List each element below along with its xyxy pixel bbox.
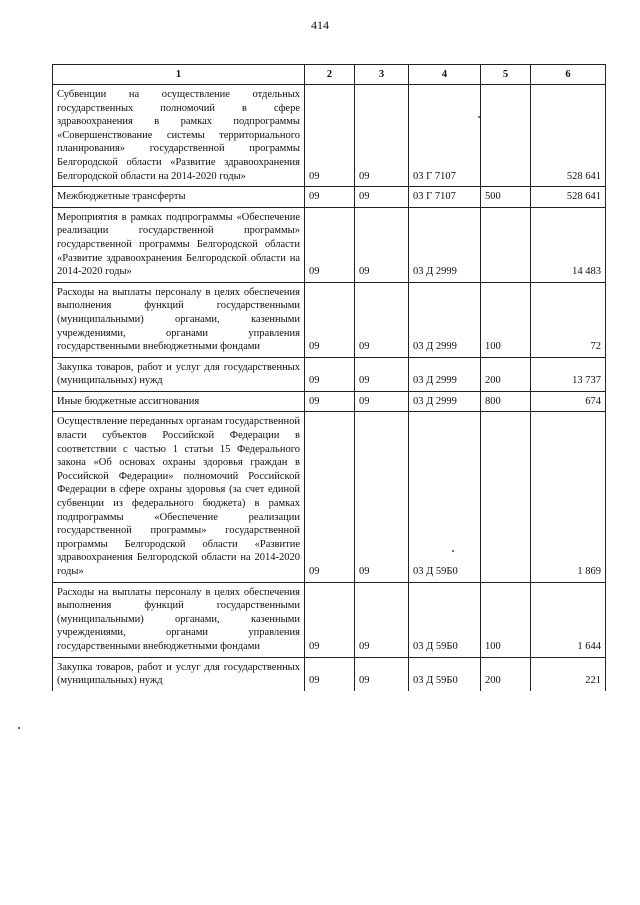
row-section-code: 09 (305, 391, 355, 412)
row-target-article: 03 Д 59Б0 (409, 657, 481, 691)
row-amount: 14 483 (531, 207, 606, 282)
row-expense-type (481, 85, 531, 187)
row-expense-type: 100 (481, 582, 531, 657)
row-amount: 1 869 (531, 412, 606, 582)
row-section-code: 09 (305, 282, 355, 357)
row-section-code: 09 (305, 657, 355, 691)
row-section-code: 09 (305, 187, 355, 208)
row-subsection-code: 09 (355, 187, 409, 208)
row-amount: 72 (531, 282, 606, 357)
row-subsection-code: 09 (355, 582, 409, 657)
row-subsection-code: 09 (355, 207, 409, 282)
scan-speck (452, 550, 454, 552)
header-col-1: 1 (53, 65, 305, 85)
row-target-article: 03 Д 2999 (409, 282, 481, 357)
row-amount: 13 737 (531, 357, 606, 391)
table-row (53, 582, 606, 657)
row-subsection-code: 09 (355, 657, 409, 691)
header-col-2: 2 (305, 65, 355, 85)
row-section-code: 09 (305, 85, 355, 187)
header-row (53, 65, 606, 85)
row-amount: 528 641 (531, 85, 606, 187)
row-amount: 1 644 (531, 582, 606, 657)
row-amount: 221 (531, 657, 606, 691)
table-row (53, 282, 606, 357)
header-col-3: 3 (355, 65, 409, 85)
table-row (53, 207, 606, 282)
row-subsection-code: 09 (355, 282, 409, 357)
row-expense-type: 200 (481, 357, 531, 391)
row-description: Мероприятия в рамках подпрограммы «Обеспечение реализации государственной программы» государственной программы Белгородской области «Развитие здравоохранения Белгородской области на 2014-2020 годы» (53, 207, 305, 282)
table-row (53, 412, 606, 582)
scan-speck (478, 116, 480, 118)
row-expense-type: 800 (481, 391, 531, 412)
row-target-article: 03 Г 7107 (409, 85, 481, 187)
table-row (53, 357, 606, 391)
row-description: Иные бюджетные ассигнования (53, 391, 305, 412)
row-target-article: 03 Д 59Б0 (409, 412, 481, 582)
row-description: Расходы на выплаты персоналу в целях обеспечения выполнения функций государственными (муниципальными) органами, казенными учреждениями, органами управления государственными внебюджетными фондами (53, 582, 305, 657)
row-subsection-code: 09 (355, 357, 409, 391)
row-description: Межбюджетные трансферты (53, 187, 305, 208)
table-row (53, 85, 606, 187)
row-expense-type (481, 412, 531, 582)
table-row (53, 391, 606, 412)
row-description: Осуществление переданных органам государственной власти субъектов Российской Федерации в соответствии с частью 1 статьи 15 Федерального закона «Об основах охраны здоровья граждан в Российской Федерации» полномочий Российской Федерации в сфере охраны здоровья (за счет единой субвенции из федерального бюджета) в рамках подпрограммы «Обеспечение реализации государственной программы» государственной программы Белгородской области «Развитие здравоохранения Белгородской области на 2014-2020 годы» (53, 412, 305, 582)
scan-speck (18, 727, 20, 729)
header-col-4: 4 (409, 65, 481, 85)
table-row (53, 187, 606, 208)
row-description: Закупка товаров, работ и услуг для государственных (муниципальных) нужд (53, 357, 305, 391)
row-amount: 528 641 (531, 187, 606, 208)
row-section-code: 09 (305, 207, 355, 282)
row-target-article: 03 Д 59Б0 (409, 582, 481, 657)
row-subsection-code: 09 (355, 412, 409, 582)
row-section-code: 09 (305, 357, 355, 391)
table-row (53, 657, 606, 691)
row-expense-type: 100 (481, 282, 531, 357)
page-number: 414 (311, 18, 329, 32)
header-col-6: 6 (531, 65, 606, 85)
row-subsection-code: 09 (355, 391, 409, 412)
row-description: Закупка товаров, работ и услуг для государственных (муниципальных) нужд (53, 657, 305, 691)
row-expense-type: 200 (481, 657, 531, 691)
row-target-article: 03 Д 2999 (409, 357, 481, 391)
row-expense-type (481, 207, 531, 282)
row-target-article: 03 Г 7107 (409, 187, 481, 208)
row-expense-type: 500 (481, 187, 531, 208)
row-target-article: 03 Д 2999 (409, 391, 481, 412)
row-section-code: 09 (305, 582, 355, 657)
header-col-5: 5 (481, 65, 531, 85)
budget-table (52, 64, 606, 691)
row-amount: 674 (531, 391, 606, 412)
row-target-article: 03 Д 2999 (409, 207, 481, 282)
row-section-code: 09 (305, 412, 355, 582)
row-description: Субвенции на осуществление отдельных государственных полномочий в сфере здравоохранения в рамках подпрограммы «Совершенствование системы территориального планирования» государственной программы Белгородской области «Развитие здравоохранения Белгородской области на 2014-2020 годы» (53, 85, 305, 187)
row-subsection-code: 09 (355, 85, 409, 187)
row-description: Расходы на выплаты персоналу в целях обеспечения выполнения функций государственными (муниципальными) органами, казенными учреждениями, органами управления государственными внебюджетными фондами (53, 282, 305, 357)
